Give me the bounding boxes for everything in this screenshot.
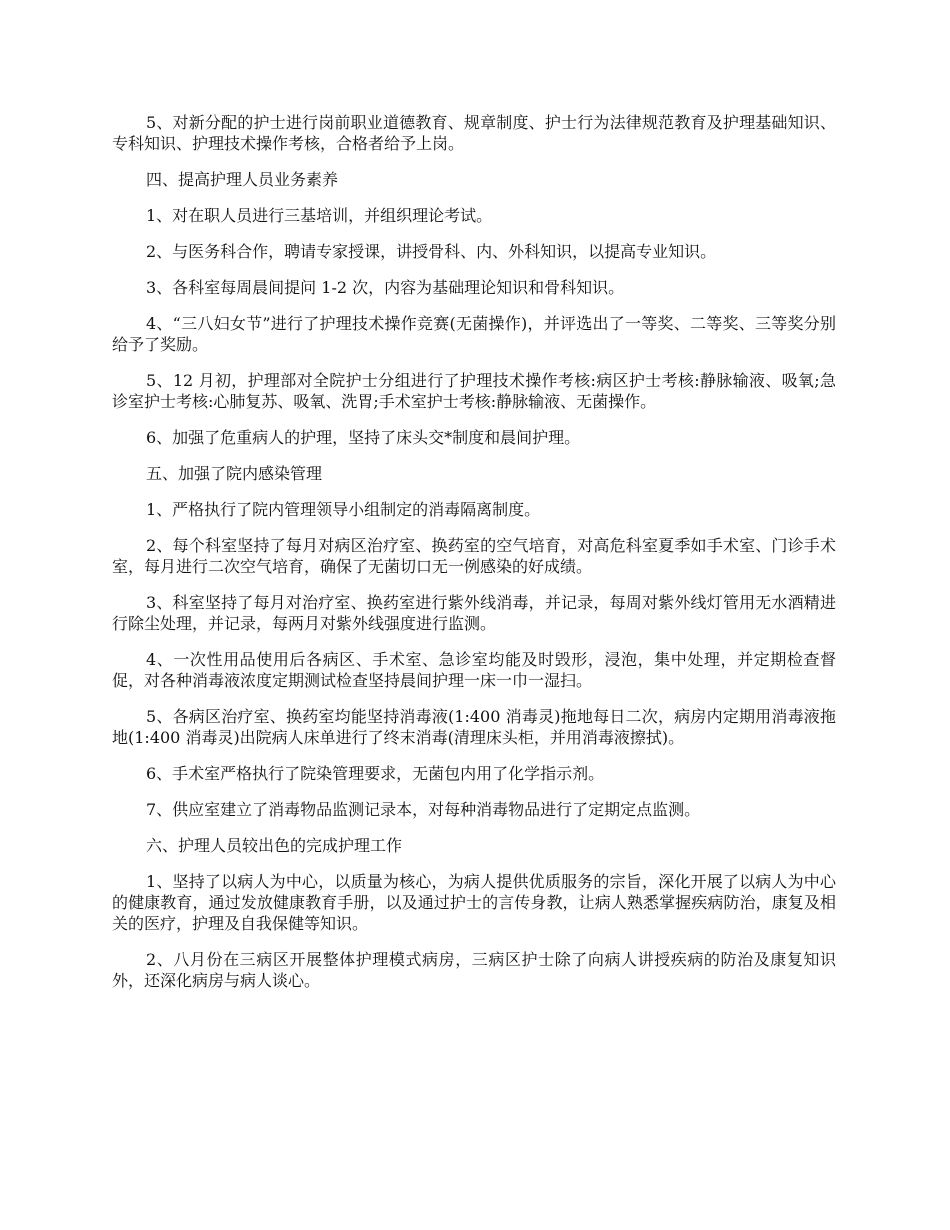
paragraph-18: 1、坚持了以病人为中心，以质量为核心，为病人提供优质服务的宗旨，深化开展了以病人为中心的健康教育，通过发放健康教育手册，以及通过护士的言传身教，让病人熟悉掌握疾病防治，康复及相关的医疗，护理及自我保健等知识。	[112, 872, 836, 933]
paragraph-3: 1、对在职人员进行三基培训，并组织理论考试。	[146, 206, 493, 225]
section-heading-6: 六、护理人员较出色的完成护理工作	[146, 836, 403, 855]
paragraph-8: 6、加强了危重病人的护理，坚持了床头交*制度和晨间护理。	[146, 428, 581, 447]
paragraph-13: 4、一次性用品使用后各病区、手术室、急诊室均能及时毁形，浸泡，集中处理，并定期检查督促，对各种消毒液浓度定期测试检查坚持晨间护理一床一巾一湿扫。	[112, 650, 836, 690]
paragraph-4: 2、与医务科合作，聘请专家授课，讲授骨科、内、外科知识，以提高专业知识。	[146, 242, 717, 261]
paragraph-12: 3、科室坚持了每月对治疗室、换药室进行紫外线消毒，并记录，每周对紫外线灯管用无水酒精进行除尘处理，并记录，每两月对紫外线强度进行监测。	[112, 593, 836, 633]
paragraph-11: 2、每个科室坚持了每月对病区治疗室、换药室的空气培育，对高危科室夏季如手术室、门诊手术室，每月进行二次空气培育，确保了无菌切口无一例感染的好成绩。	[112, 536, 836, 576]
paragraph-5: 3、各科室每周晨间提问 1-2 次，内容为基础理论知识和骨科知识。	[146, 278, 625, 297]
paragraph-6: 4、“三八妇女节”进行了护理技术操作竞赛(无菌操作)，并评选出了一等奖、二等奖、三等奖分别给予了奖励。	[112, 314, 836, 354]
section-heading-4: 四、提高护理人员业务素养	[146, 170, 339, 189]
paragraph-10: 1、严格执行了院内管理领导小组制定的消毒隔离制度。	[146, 500, 541, 519]
paragraph-1: 5、对新分配的护士进行岗前职业道德教育、规章制度、护士行为法律规范教育及护理基础知识、专科知识、护理技术操作考核，合格者给予上岗。	[112, 113, 836, 153]
paragraph-16: 7、供应室建立了消毒物品监测记录本，对每种消毒物品进行了定期定点监测。	[146, 800, 701, 819]
section-heading-5: 五、加强了院内感染管理	[146, 464, 323, 483]
paragraph-7: 5、12 月初，护理部对全院护士分组进行了护理技术操作考核:病区护士考核:静脉输液、吸氧;急诊室护士考核:心肺复苏、吸氧、洗胃;手术室护士考核:静脉输液、无菌操作。	[112, 371, 836, 411]
paragraph-15: 6、手术室严格执行了院染管理要求，无菌包内用了化学指示剂。	[146, 764, 605, 783]
document-body	[112, 112, 836, 1006]
paragraph-19: 2、八月份在三病区开展整体护理模式病房，三病区护士除了向病人讲授疾病的防治及康复知识外，还深化病房与病人谈心。	[112, 950, 836, 990]
paragraph-14: 5、各病区治疗室、换药室均能坚持消毒液(1:400 消毒灵)拖地每日二次，病房内定期用消毒液拖地(1:400 消毒灵)出院病人床单进行了终末消毒(清理床头柜，并用消毒液擦拭)。	[112, 707, 836, 747]
